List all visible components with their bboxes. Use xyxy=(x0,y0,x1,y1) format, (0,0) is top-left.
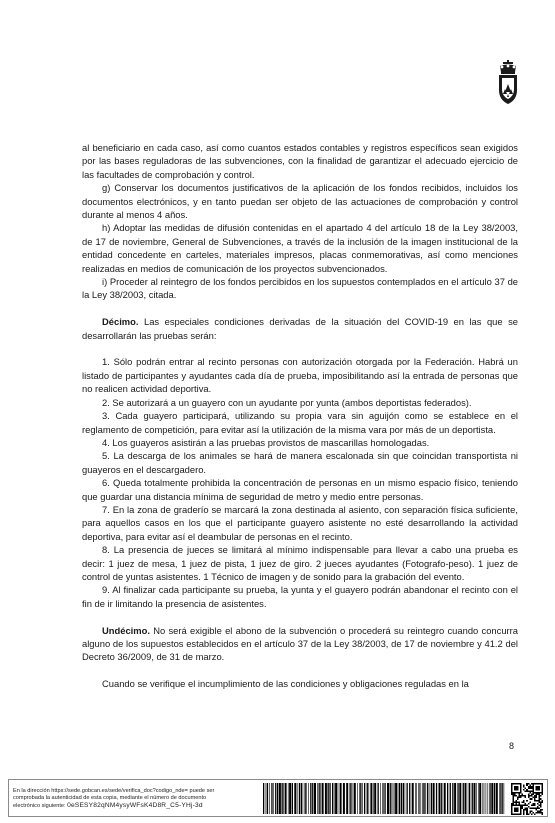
condition-item: 3. Cada guayero participará, utilizando su propia vara sin aguijón como se establece en el reglamento de competición, para evitar así la utilización de la misma vara por más de un deportista. xyxy=(82,410,518,435)
document-code: 0eSESY82qNM4ysyWFsK4D8R_C5-YHj-3d xyxy=(67,802,203,810)
coat-of-arms-icon xyxy=(496,60,520,106)
decimo-heading: Décimo. xyxy=(102,316,139,328)
verification-footer xyxy=(8,779,548,817)
paragraph-g: g) Conservar los documentos justificativos de la aplicación de los fondos recibidos, incluidos los documentos electrónicos, y en tanto puedan ser objeto de las actuaciones de comprobación y control durante al menos 4 años. xyxy=(82,182,518,221)
condition-item: 8. La presencia de jueces se limitará al mínimo indispensable para llevar a cabo una prueba es decir: 1 juez de mesa, 1 juez de pista, 1 juez de giro. 2 jueces ayudantes (Fotografo-peso). 1 juez de control de yuntas asistentes. 1 Técnico de imagen y de sonido para la grabación del evento. xyxy=(82,544,518,582)
paragraph-h: h) Adoptar las medidas de difusión contenidas en el apartado 4 del artículo 18 de la Ley 38/2003, de 17 de noviembre, General de Subvenciones, a través de la inclusión de la imagen institucional de la entidad concedente en carteles, materiales impresos, placas conmemorativas, así como menciones realizadas en medios de comunicación de los proyectos subvencionados. xyxy=(82,222,518,274)
undecimo-section xyxy=(82,624,518,664)
verification-line-1: En la dirección https://sede.gobcan.es/sede/verifica_doc?codigo_nde= puede ser xyxy=(13,788,215,794)
paragraph-i: i) Proceder al reintegro de los fondos percibidos en los supuestos contemplados en el artículo 37 de la Ley 38/2003, citada. xyxy=(82,276,518,301)
decimo-section xyxy=(82,315,518,342)
qr-code-icon xyxy=(511,783,543,815)
barcode-icon xyxy=(263,783,505,814)
condition-item: 5. La descarga de los animales se hará de manera escalonada sin que coincidan transportista ni guayeros en el descargadero. xyxy=(82,450,518,475)
page-number: 8 xyxy=(509,741,515,751)
verification-line-3-prefix: electrónico siguiente: xyxy=(13,803,66,810)
verification-text xyxy=(13,788,257,810)
condition-item: 4. Los guayeros asistirán a las pruebas provistos de mascarillas homologadas. xyxy=(102,436,430,448)
last-paragraph: Cuando se verifique el incumplimiento de las condiciones y obligaciones reguladas en la xyxy=(102,678,469,690)
condition-item: 6. Queda totalmente prohibida la concentración de personas en un mismo espacio físico, teniendo que guardar una distancia mínima de seguridad de metro y medio entre personas. xyxy=(82,477,518,502)
document-body xyxy=(82,141,518,691)
paragraph-continuation: al beneficiario en cada caso, así como cuantos estados contables y registros específicos sean exigidos por las bases reguladoras de las subvenciones, con la finalidad de garantizar el adecuado ejercicio de las facultades de comprobación y control. xyxy=(82,142,518,180)
condition-item: 2. Se autorizará a un guayero con un ayudante por yunta (ambos deportistas federados). xyxy=(102,396,472,408)
condition-item: 7. En la zona de graderío se marcará la zona destinada al asiento, con separación física suficiente, para aquellos casos en los que el participante guayero asistente no esté desarrollando la actividad deportiva, para evitar así el deambular de personas en el recinto. xyxy=(82,503,518,542)
condition-item: 1. Sólo podrán entrar al recinto personas con autorización otorgada por la Federación. Habrá un listado de participantes y ayudantes cada día de prueba, imposibilitando así la entrada de personas que no realicen actividad deportiva. xyxy=(82,356,518,395)
undecimo-heading: Undécimo. xyxy=(102,624,150,636)
undecimo-text: No será exigible el abono de la subvención o procederá su reintegro cuando concurra alguno de los supuestos establecidos en el artículo 37 de la Ley 38/2003, de 17 de noviembre y 41.2 del Decreto 36/2009, de 31 de marzo. xyxy=(82,624,518,663)
decimo-intro: Las especiales condiciones derivadas de la situación del COVID-19 en las que se desarrollarán las pruebas serán: xyxy=(82,316,518,341)
verification-line-2: comprobada la autenticidad de esta copia, mediante el número de documento xyxy=(13,795,207,802)
condition-item: 9. Al finalizar cada participante su prueba, la yunta y el guayero podrán abandonar el recinto con el fin de ir limitando la presencia de asistentes. xyxy=(82,584,518,609)
verification-line-3 xyxy=(13,802,257,810)
